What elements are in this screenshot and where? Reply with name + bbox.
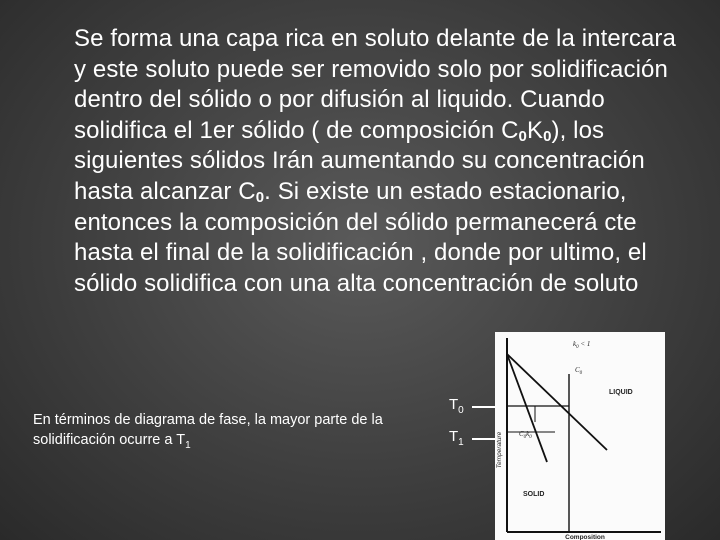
solid-region-label: SOLID — [523, 491, 545, 498]
liquid-region-label: LIQUID — [609, 389, 633, 396]
bullet-part-1: Se forma una capa rica en soluto delante de la intercara y este soluto puede ser removido solo por solidificación dentro del sólido o por difusión al liquido. Cuando solidifica el 1er sólido ( de composición C — [74, 25, 676, 144]
phase-diagram-svg — [495, 332, 665, 540]
k0-label: $k_0 < 1$ — [573, 340, 591, 350]
bullet-part-4: . Si existe un estado estacionario, entonces la composición del sólido permanecerá cte hasta el final de la solidificación , donde por ultimo, el sólido solidifica con una alta concentración de soluto — [74, 177, 647, 297]
caption-sub: 1 — [185, 439, 191, 451]
c0-label: $C_0$ — [575, 366, 583, 376]
t1-sub: 1 — [458, 437, 464, 448]
phase-diagram — [495, 332, 665, 540]
bullet-sub-2: 0 — [543, 127, 552, 145]
main-bullet-text — [74, 24, 684, 299]
bullet-part-2: K — [526, 116, 544, 144]
bullet-sub-1: 0 — [518, 127, 527, 145]
c0k0-label: $C_0k_0$ — [519, 430, 532, 440]
t1-base: T — [449, 428, 459, 445]
bullet-part-3: ), los siguientes sólidos Irán aumentando su concentración hasta alcanzar C — [74, 116, 645, 205]
t0-sub: 0 — [458, 405, 464, 416]
bullet-sub-3: 0 — [255, 188, 265, 206]
composition-axis-label: Composition — [565, 534, 605, 540]
t1-label — [449, 428, 464, 448]
phase-diagram-caption — [33, 410, 433, 450]
temperature-axis-label: Temperature — [496, 431, 503, 469]
solidus-line — [507, 354, 547, 462]
t0-label — [449, 396, 464, 416]
caption-text: En términos de diagrama de fase, la mayor parte de la solidificación ocurre a T — [33, 412, 383, 448]
t0-base: T — [449, 396, 459, 413]
